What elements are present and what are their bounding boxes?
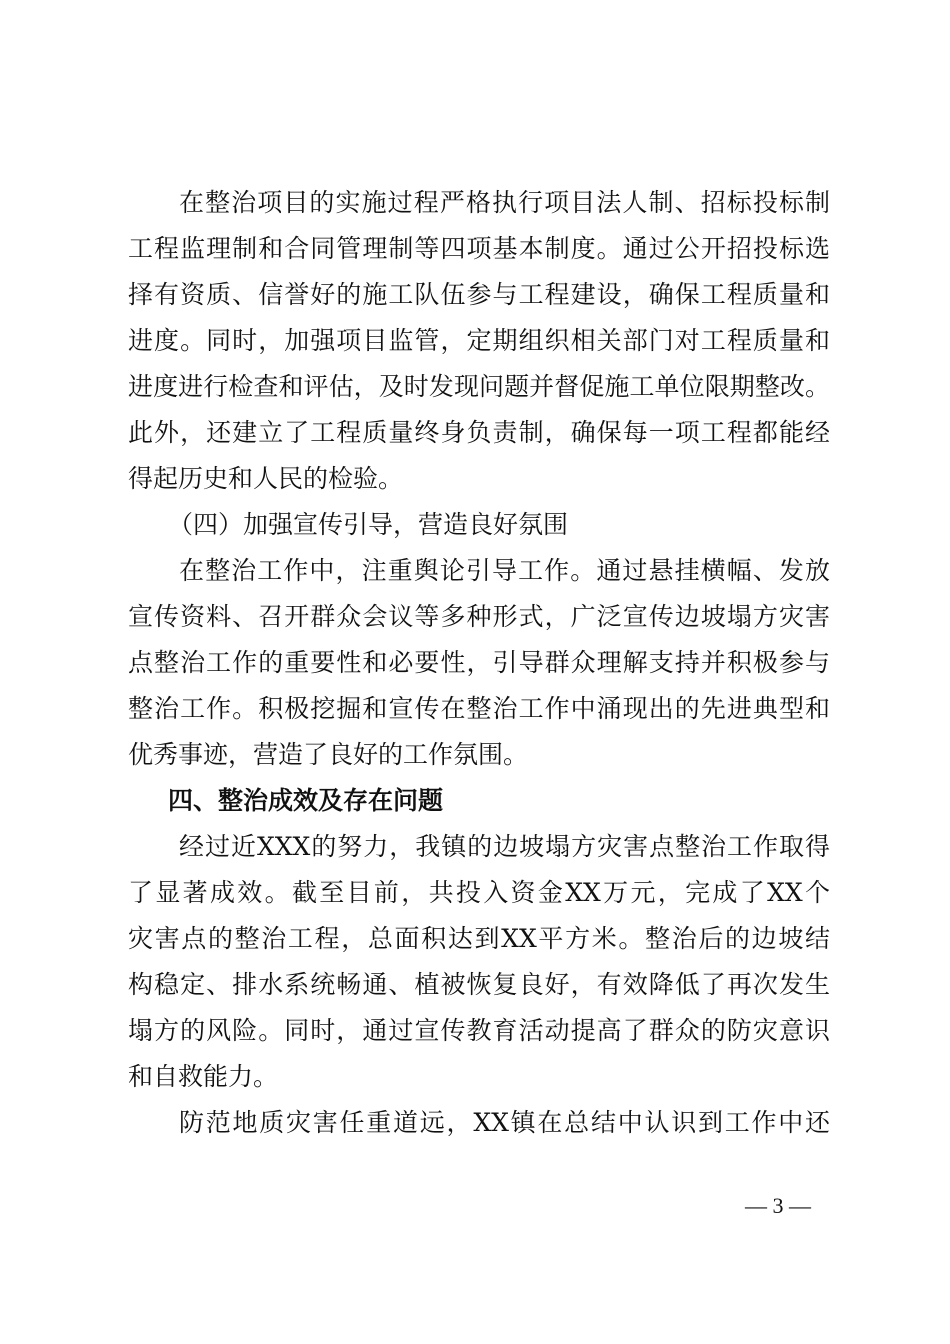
text-line: 塌方的风险。同时，通过宣传教育活动提高了群众的防灾意识 [128, 1016, 830, 1045]
text-line: 灾害点的整治工程，总面积达到XX平方米。整治后的边坡结 [128, 924, 830, 953]
text-line: 和自救能力。 [128, 1062, 279, 1091]
text-line: 得起历史和人民的检验。 [128, 464, 404, 493]
text-line: 了显著成效。截至目前，共投入资金XX万元，完成了XX个 [128, 878, 830, 907]
subheading-publicity: （四）加强宣传引导，营造良好氛围 [168, 510, 569, 539]
paragraph-results [128, 824, 830, 1100]
text-line: 进度。同时，加强项目监管，定期组织相关部门对工程质量和 [128, 326, 830, 355]
text-line: 择有资质、信誉好的施工队伍参与工程建设，确保工程质量和 [128, 280, 830, 309]
text-line: 防范地质灾害任重道远，XX镇在总结中认识到工作中还 [179, 1108, 830, 1137]
text-line: 在整治项目的实施过程严格执行项目法人制、招标投标制 [179, 188, 830, 217]
section-heading-results: 四、整治成效及存在问题 [168, 786, 444, 815]
text-line: 优秀事迹，营造了良好的工作氛围。 [128, 740, 529, 769]
text-line: 构稳定、排水系统畅通、植被恢复良好，有效降低了再次发生 [128, 970, 830, 999]
paragraph-closing [128, 1100, 830, 1146]
text-line: 进度进行检查和评估，及时发现问题并督促施工单位限期整改。 [128, 372, 830, 401]
text-line: 点整治工作的重要性和必要性，引导群众理解支持并积极参与 [128, 648, 830, 677]
document-body [128, 180, 830, 1146]
paragraph-implementation [128, 180, 830, 502]
text-line: 整治工作。积极挖掘和宣传在整治工作中涌现出的先进典型和 [128, 694, 830, 723]
text-line: 工程监理制和合同管理制等四项基本制度。通过公开招投标选 [128, 234, 830, 263]
paragraph-publicity [128, 548, 830, 778]
text-line: 此外，还建立了工程质量终身负责制，确保每一项工程都能经 [128, 418, 830, 447]
page-number: — 3 — [745, 1193, 811, 1218]
text-line: 宣传资料、召开群众会议等多种形式，广泛宣传边坡塌方灾害 [128, 602, 830, 631]
text-line: 在整治工作中，注重舆论引导工作。通过悬挂横幅、发放 [179, 556, 830, 585]
text-line: 经过近XXX的努力，我镇的边坡塌方灾害点整治工作取得 [179, 832, 830, 861]
